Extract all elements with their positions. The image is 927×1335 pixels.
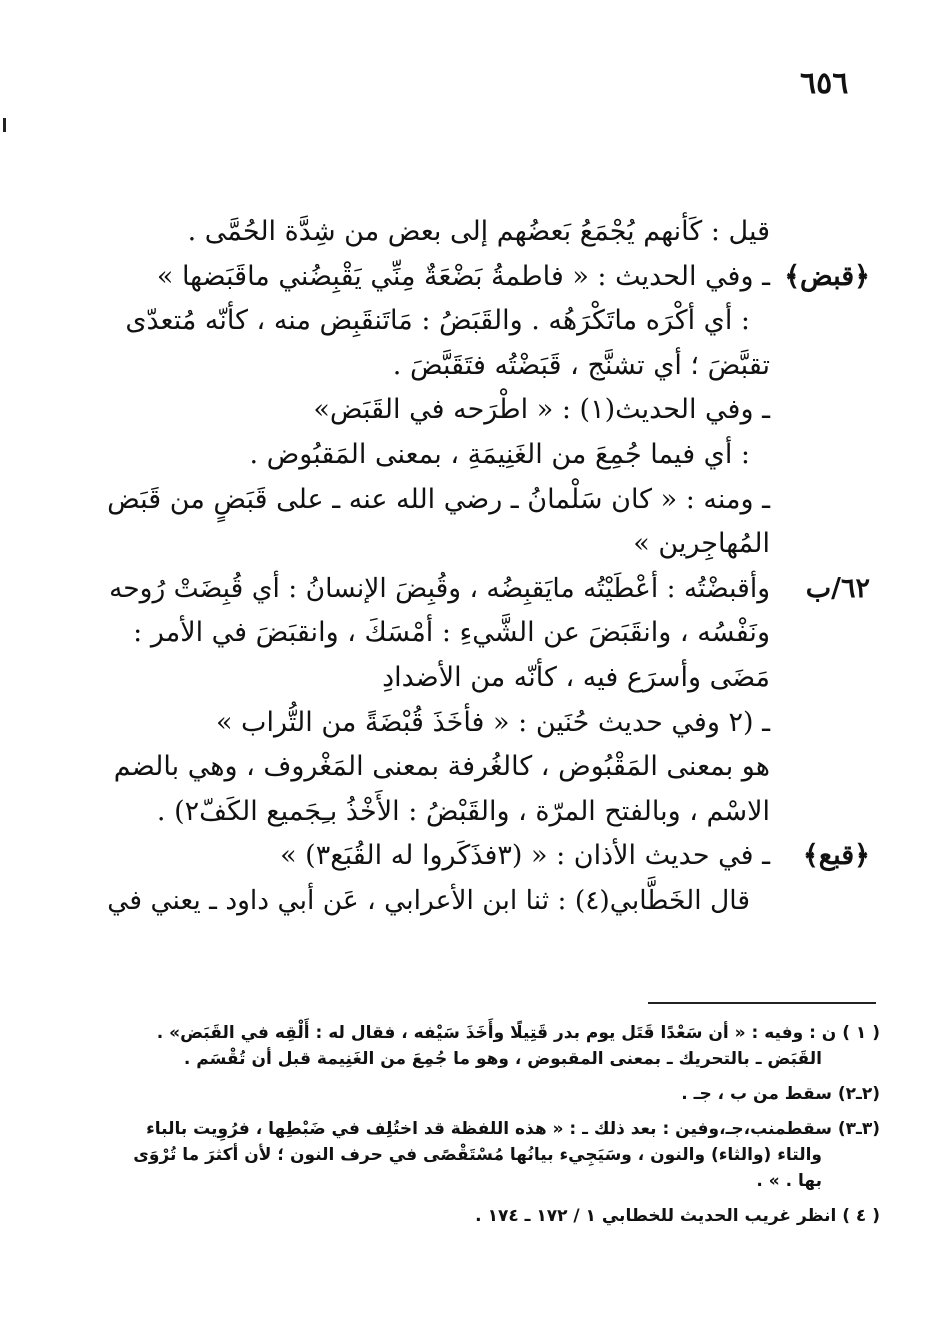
line-text: هو بمعنى المَقْبُوض ، كالغُرفة بمعنى المَغْروف ، وهي بالضم: [113, 751, 770, 783]
footnote-separator: [648, 1002, 876, 1004]
footnote-line: ( ٤ ) انظر غريب الحديث للخطابي ١ / ١٧٢ ـ ١٧٤ .: [475, 1206, 880, 1226]
text-line: [100, 745, 870, 790]
margin-tag: ٦٢/ب: [805, 572, 870, 604]
footnote-line: بها . » .: [756, 1171, 822, 1191]
main-text: [100, 210, 870, 924]
footnotes: [110, 1020, 880, 1229]
text-line: [100, 656, 870, 701]
margin-tag: ﴿قبع﴾: [802, 840, 870, 872]
text-line: [100, 790, 870, 835]
line-text: ـ (٢ وفي حديث حُنَين : « فأخَذَ قُبْضَةً من التُّراب »: [215, 706, 770, 738]
page-number: ٦٥٦: [800, 66, 849, 101]
text-line: [100, 522, 870, 567]
line-text: ـ وفي الحديث : « فاطمةُ بَضْعَةٌ مِنِّي يَقْبِضُني ماقَبَضها »: [156, 260, 770, 292]
margin-tag: ﴿قبض﴾: [784, 260, 870, 292]
text-line: [100, 344, 870, 389]
text-line: [100, 701, 870, 746]
line-text: : أي فيما جُمِعَ من الغَنِيمَةِ ، بمعنى المَقبُوض .: [249, 438, 750, 470]
line-text: ونَفْسُه ، وانقَبَضَ عن الشَّيءِ : أمْسَكَ ، وانقبَضَ في الأمر :: [133, 617, 770, 649]
line-text: ـ في حديث الأذان : « (٣فذَكَروا له القُبَع٣) »: [280, 840, 770, 872]
line-text: قيل : كَأنهم يُجْمَعُ بَعضُهم إلى بعض من شِدَّة الحُمَّى .: [187, 216, 770, 247]
text-line: [100, 567, 870, 612]
text-line: [100, 210, 870, 255]
line-text: ـ وفي الحديث(١) : « اطْرَحه في القَبَض»: [313, 394, 770, 426]
line-text: قال الخَطَّابي(٤) : ثنا ابن الأعرابي ، عَن أبي داود ـ يعني في: [107, 884, 750, 916]
text-line: [100, 834, 870, 879]
footnote-line: القَبَض ـ بالتحريك ـ بمعنى المقبوض ، وهو ما جُمِعَ من الغَنِيمة قبل أن تُقْسَم .: [183, 1049, 822, 1069]
line-text: مَضَى وأسرَع فيه ، كأنّه من الأضدادِ: [382, 661, 770, 693]
text-line: [100, 433, 870, 478]
footnote-line: (٢ـ٢) سقط من ب ، جـ .: [681, 1084, 880, 1104]
footnote-line: والتاء (والثاء) والنون ، وسَيَجِيء بيانُها مُسْتَقْصًى في حرف النون ؛ لأن أكثرَ ما تُرْوَى: [133, 1145, 822, 1165]
scan-edge-mark: [3, 118, 6, 132]
line-text: المُهاجِرين »: [633, 528, 770, 560]
line-text: الاسْم ، وبالفتح المرّة ، والقَبْضُ : الأَخْذُ بـِجَميع الكَفّ٢) .: [156, 795, 770, 827]
line-text: : أي أكْرَه ماتَكْرَهُه . والقَبَضُ : مَاتَنقَبِض منه ، كأنّه مُتعدّى: [125, 305, 750, 337]
text-line: [100, 299, 870, 344]
footnote-line: ( ١ ) ن : وفيه : « أن سَعْدًا قَتَل يوم بدر قَتِيلًا وأَخَذَ سَيْفه ، فقال له : أَلْقِه في القَبَض» .: [156, 1023, 880, 1043]
footnote-line: (٣ـ٣) سقطمنب،جـ،وفين : بعد ذلك ـ : « هذه اللفظة قد اختُلِف في ضَبْطِها ، فرُوِيت بالباء: [146, 1119, 880, 1139]
text-line: [100, 478, 870, 523]
text-line: [100, 611, 870, 656]
line-text: تقبَّضَ ؛ أي تشنَّج ، قَبَضْتُه فتَقَبَّضَ .: [392, 349, 770, 381]
text-line: [100, 255, 870, 300]
line-text: ـ ومنه : « كان سَلْمانُ ـ رضي الله عنه ـ على قَبَضٍ من قَبَض: [107, 483, 770, 515]
text-line: [100, 879, 870, 924]
text-line: [100, 388, 870, 433]
line-text: وأقبضْتُه : أعْطَيْتُه مايَقبِضُه ، وقُبِضَ الإنسانُ : أي قُبِضَتْ رُوحه: [109, 572, 770, 604]
